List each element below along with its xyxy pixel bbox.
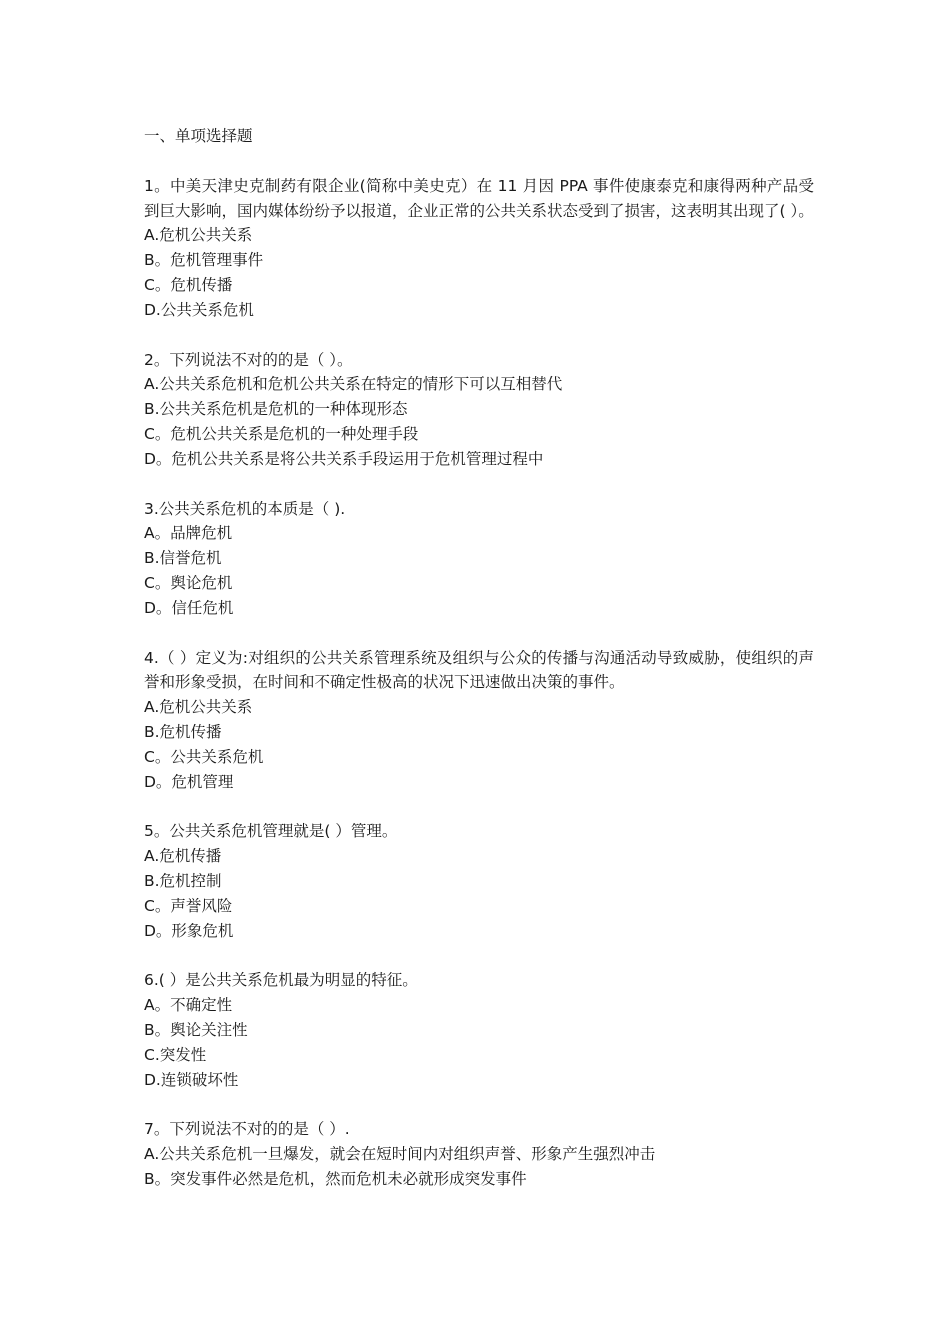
option-b: B.公共关系危机是危机的一种体现形态 (144, 400, 408, 419)
option-b: B。危机管理事件 (144, 251, 264, 270)
question-stem: 5。公共关系危机管理就是( ）管理。 (144, 822, 398, 841)
document-page (144, 124, 814, 1217)
question-2 (144, 348, 814, 472)
option-b: B.危机传播 (144, 722, 222, 741)
option-b: B.信誉危机 (144, 549, 222, 568)
option-d: D。危机管理 (144, 772, 234, 791)
question-stem: 6.( ）是公共关系危机最为明显的特征。 (144, 971, 418, 990)
option-a: A.危机传播 (144, 847, 222, 866)
option-c: C。公共关系危机 (144, 747, 264, 766)
question-3 (144, 497, 814, 621)
option-a: A.公共关系危机和危机公共关系在特定的情形下可以互相替代 (144, 375, 563, 394)
option-c: C。危机公共关系是危机的一种处理手段 (144, 424, 419, 443)
option-c: C。声誉风险 (144, 896, 233, 915)
option-a: A.危机公共关系 (144, 226, 253, 245)
question-stem: 7。下列说法不对的的是（ ）. (144, 1120, 350, 1139)
option-c: C。舆论危机 (144, 573, 233, 592)
option-a: A.危机公共关系 (144, 698, 253, 717)
option-d: D。危机公共关系是将公共关系手段运用于危机管理过程中 (144, 449, 544, 468)
option-c: C。危机传播 (144, 275, 233, 294)
question-4 (144, 646, 814, 795)
option-a: A。品牌危机 (144, 524, 233, 543)
option-a: A.公共关系危机一旦爆发，就会在短时间内对组织声誉、形象产生强烈冲击 (144, 1145, 656, 1164)
option-d: D.连锁破坏性 (144, 1070, 239, 1089)
question-stem: 2。下列说法不对的的是（ ）。 (144, 350, 353, 369)
question-7 (144, 1117, 814, 1191)
question-stem: 4.（ ）定义为:对组织的公共关系管理系统及组织与公众的传播与沟通活动导致威胁，使组织的声誉和形象受损，在时间和不确定性极高的状况下迅速做出决策的事件。 (144, 648, 814, 692)
section-title: 一、单项选择题 (144, 127, 253, 145)
option-d: D。形象危机 (144, 921, 234, 940)
option-c: C.突发性 (144, 1045, 207, 1064)
option-d: D.公共关系危机 (144, 300, 254, 319)
question-6 (144, 968, 814, 1092)
option-b: B.危机控制 (144, 871, 222, 890)
question-stem: 3.公共关系危机的本质是（ ). (144, 499, 346, 518)
question-5 (144, 819, 814, 943)
question-1 (144, 174, 814, 323)
option-d: D。信任危机 (144, 598, 234, 617)
question-stem: 1。中美天津史克制药有限企业(简称中美史克）在 11 月因 PPA 事件使康泰克和康得两种产品受到巨大影响，国内媒体纷纷予以报道，企业正常的公共关系状态受到了损害，这表明其出现了( ）。 (144, 176, 814, 220)
option-b: B。舆论关注性 (144, 1020, 248, 1039)
option-a: A。不确定性 (144, 996, 233, 1015)
option-b: B。突发事件必然是危机，然而危机未必就形成突发事件 (144, 1169, 527, 1188)
